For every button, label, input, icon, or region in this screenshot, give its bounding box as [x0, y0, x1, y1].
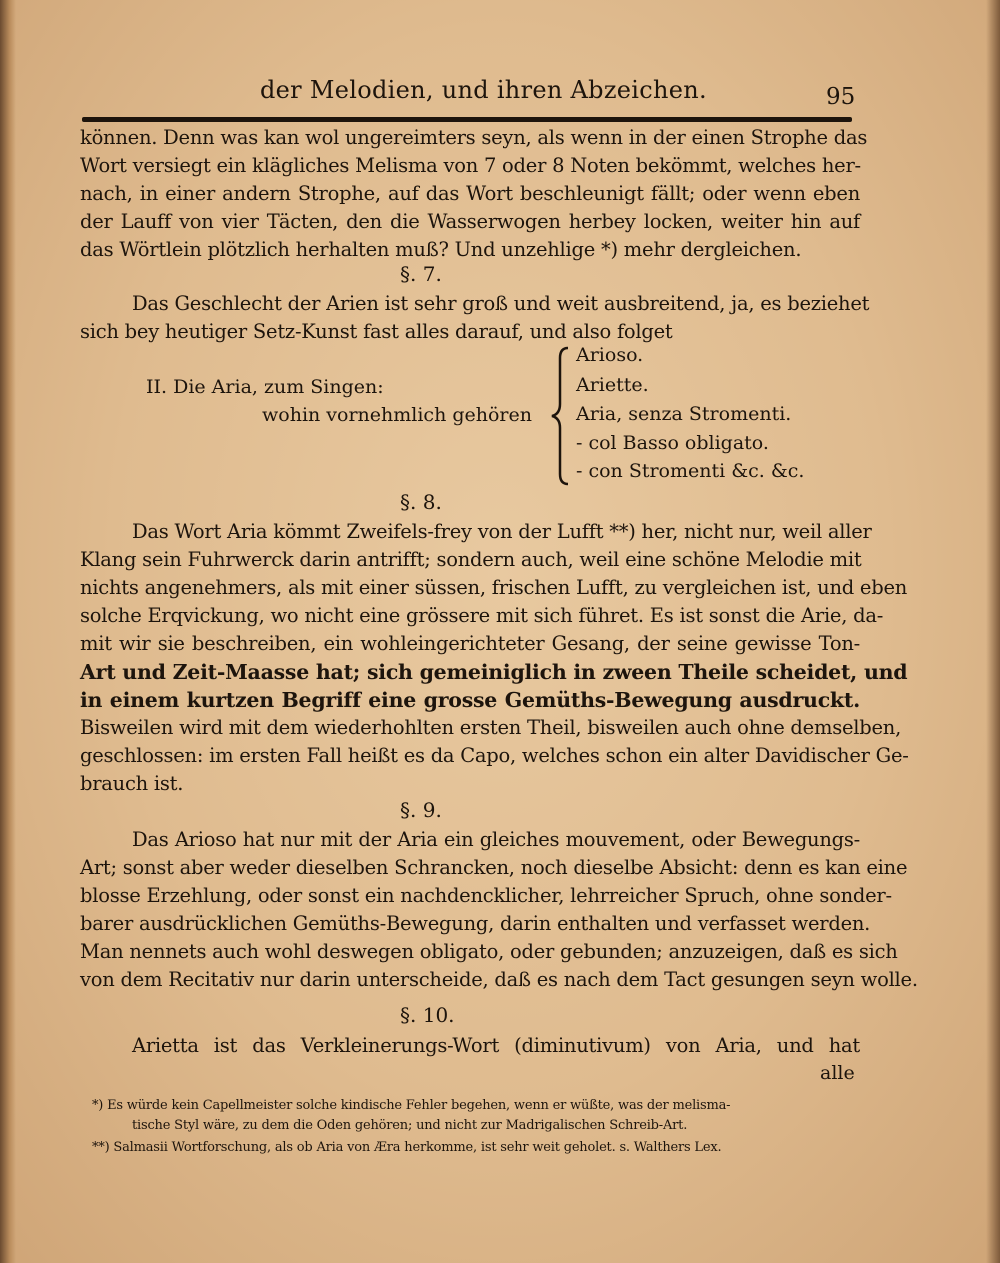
aria-sublabel: wohin vornehmlich gehören — [262, 404, 532, 426]
text-line-emphasis: Art und Zeit-Maasse hat; sich gemeiniglich in zween Theile scheidet, und — [80, 660, 908, 684]
text-line: mit wir sie beschreiben, ein wohleingerichteter Gesang, der seine gewisse Ton- — [80, 632, 860, 655]
text-line: blosse Erzehlung, oder sonst ein nachdencklicher, lehrreicher Spruch, ohne sonder- — [80, 884, 892, 907]
text-line-emphasis: in einem kurtzen Begriff eine grosse Gemüths-Bewegung ausdruckt. — [80, 688, 860, 712]
header-rule — [82, 117, 852, 122]
text-line: brauch ist. — [80, 772, 184, 795]
aria-list-item: Aria, senza Stromenti. — [576, 403, 792, 425]
text-line: nichts angenehmers, als mit einer süssen, frischen Lufft, zu vergleichen ist, und eben — [80, 576, 908, 599]
section-heading-9: §. 9. — [400, 798, 442, 822]
aria-list-item: Ariette. — [576, 374, 649, 396]
text-line: der Lauff von vier Täcten, den die Wasserwogen herbey locken, weiter hin auf — [80, 210, 860, 233]
text-line: sich bey heutiger Setz-Kunst fast alles darauf, und also folget — [80, 320, 673, 343]
aria-list-item: - col Basso obligato. — [576, 432, 769, 454]
page-edge-left — [0, 0, 16, 1263]
footnote: tische Styl wäre, zu dem die Oden gehören; und nicht zur Madrigalischen Schreib-Art. — [132, 1118, 688, 1133]
text-line: von dem Recitativ nur darin unterscheide, daß es nach dem Tact gesungen seyn wolle. — [80, 968, 918, 991]
text-line: Bisweilen wird mit dem wiederhohlten ersten Theil, bisweilen auch ohne demselben, — [80, 716, 902, 739]
section-heading-8: §. 8. — [400, 490, 442, 514]
curly-brace — [548, 346, 572, 486]
text-line: Das Arioso hat nur mit der Aria ein gleiches mouvement, oder Bewegungs- — [132, 828, 860, 851]
text-line: können. Denn was kan wol ungereimters seyn, als wenn in der einen Strophe das — [80, 126, 868, 149]
aria-label: II. Die Aria, zum Singen: — [146, 376, 384, 398]
section-heading-10: §. 10. — [400, 1003, 455, 1027]
text-line: Das Geschlecht der Arien ist sehr groß und weit ausbreitend, ja, es beziehet — [132, 292, 870, 315]
text-line: Man nennets auch wohl deswegen obligato, oder gebunden; anzuzeigen, daß es sich — [80, 940, 898, 963]
text-line: Wort versiegt ein klägliches Melisma von 7 oder 8 Noten bekömmt, welches her- — [80, 154, 861, 177]
text-line: Art; sonst aber weder dieselben Schrancken, noch dieselbe Absicht: denn es kan eine — [80, 856, 908, 879]
page-number: 95 — [826, 84, 856, 110]
text-line: barer ausdrücklichen Gemüths-Bewegung, darin enthalten und verfasset werden. — [80, 912, 871, 935]
catchword: alle — [820, 1062, 855, 1084]
page-edge-right — [986, 0, 1000, 1263]
text-line: nach, in einer andern Strophe, auf das Wort beschleunigt fällt; oder wenn eben — [80, 182, 860, 205]
text-line: Arietta ist das Verkleinerungs-Wort (diminutivum) von Aria, und hat — [132, 1034, 860, 1057]
running-head: der Melodien, und ihren Abzeichen. — [260, 76, 707, 104]
text-line: Das Wort Aria kömmt Zweifels-frey von der Lufft **) her, nicht nur, weil aller — [132, 520, 872, 543]
text-line: Klang sein Fuhrwerck darin antrifft; sondern auch, weil eine schöne Melodie mit — [80, 548, 862, 571]
text-line: geschlossen: im ersten Fall heißt es da Capo, welches schon ein alter Davidischer Ge- — [80, 744, 909, 767]
aria-list-item: Arioso. — [576, 344, 644, 366]
text-line: das Wörtlein plötzlich herhalten muß? Und unzehlige *) mehr dergleichen. — [80, 238, 802, 261]
text-line: solche Erqvickung, wo nicht eine grössere mit sich führet. Es ist sonst die Arie, da- — [80, 604, 884, 627]
aria-list-item: - con Stromenti &c. &c. — [576, 460, 805, 482]
section-heading-7: §. 7. — [400, 262, 442, 286]
footnote: *) Es würde kein Capellmeister solche kindische Fehler begehen, wenn er wüßte, was der melisma- — [92, 1098, 731, 1113]
footnote: **) Salmasii Wortforschung, als ob Aria von Æra herkomme, ist sehr weit geholet. s. Walthers Lex. — [92, 1140, 722, 1155]
